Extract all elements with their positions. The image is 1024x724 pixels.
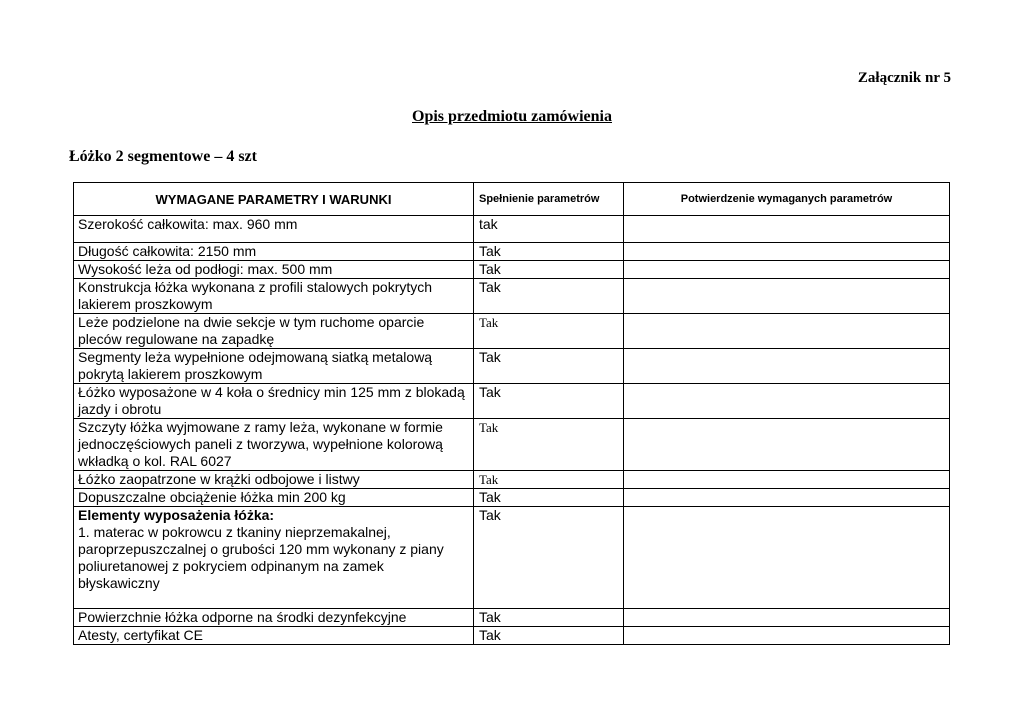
header-fulfillment: Spełnienie parametrów [474,183,624,216]
table-row [74,489,950,507]
confirmation-cell [624,627,950,645]
value-cell: Tak [474,314,624,349]
table-row [74,243,950,261]
value-cell: Tak [474,489,624,507]
param-cell: Powierzchnie łóżka odporne na środki dezynfekcyjne [74,609,474,627]
param-cell: Szerokość całkowita: max. 960 mm [74,216,474,243]
table-row [74,279,950,314]
param-cell: Konstrukcja łóżka wykonana z profili stalowych pokrytych lakierem proszkowym [74,279,474,314]
confirmation-cell [624,489,950,507]
table-row [74,419,950,471]
confirmation-cell [624,471,950,489]
confirmation-cell [624,261,950,279]
value-cell: Tak [474,243,624,261]
document-subtitle: Łóżko 2 segmentowe – 4 szt [69,148,257,165]
param-cell: Atesty, certyfikat CE [74,627,474,645]
param-cell: Wysokość leża od podłogi: max. 500 mm [74,261,474,279]
confirmation-cell [624,279,950,314]
value-cell: tak [474,216,624,243]
parameters-table [73,182,950,645]
confirmation-cell [624,314,950,349]
confirmation-cell [624,384,950,419]
param-cell: Leże podzielone na dwie sekcje w tym ruchome oparcie pleców regulowane na zapadkę [74,314,474,349]
param-cell [74,507,474,609]
table-row [74,627,950,645]
confirmation-cell [624,507,950,609]
table-row [74,384,950,419]
table-row [74,261,950,279]
table-row [74,349,950,384]
table-row [74,471,950,489]
value-cell: Tak [474,349,624,384]
header-parameters: WYMAGANE PARAMETRY I WARUNKI [74,183,474,216]
param-cell-title: Elementy wyposażenia łóżka: [78,507,275,523]
table-row [74,609,950,627]
confirmation-cell [624,216,950,243]
param-cell: Łóżko zaopatrzone w krążki odbojowe i listwy [74,471,474,489]
document-title: Opis przedmiotu zamówienia [412,108,612,125]
param-cell: Łóżko wyposażone w 4 koła o średnicy min 125 mm z blokadą jazdy i obrotu [74,384,474,419]
param-cell-text: 1. materac w pokrowcu z tkaniny nieprzemakalnej, paroprzepuszczalnej o grubości 120 mm wykonany z piany poliuretanowej z pokryciem odpinanym na zamek błyskawiczny [78,524,444,591]
param-cell: Dopuszczalne obciążenie łóżka min 200 kg [74,489,474,507]
value-cell: Tak [474,627,624,645]
value-cell: Tak [474,471,624,489]
confirmation-cell [624,419,950,471]
param-cell: Szczyty łóżka wyjmowane z ramy leża, wykonane w formie jednoczęściowych paneli z tworzywa, wypełnione kolorową wkładką o kol. RAL 6027 [74,419,474,471]
value-cell: Tak [474,261,624,279]
annex-label: Załącznik nr 5 [857,70,951,86]
table-row [74,216,950,243]
confirmation-cell [624,609,950,627]
header-confirmation: Potwierdzenie wymaganych parametrów [624,183,950,216]
table-header-row [74,183,950,216]
confirmation-cell [624,349,950,384]
param-cell: Długość całkowita: 2150 mm [74,243,474,261]
value-cell: Tak [474,279,624,314]
table-row [74,314,950,349]
value-cell: Tak [474,609,624,627]
value-cell: Tak [474,419,624,471]
value-cell: Tak [474,384,624,419]
table-row [74,507,950,609]
value-cell: Tak [474,507,624,609]
confirmation-cell [624,243,950,261]
param-cell: Segmenty leża wypełnione odejmowaną siatką metalową pokrytą lakierem proszkowym [74,349,474,384]
